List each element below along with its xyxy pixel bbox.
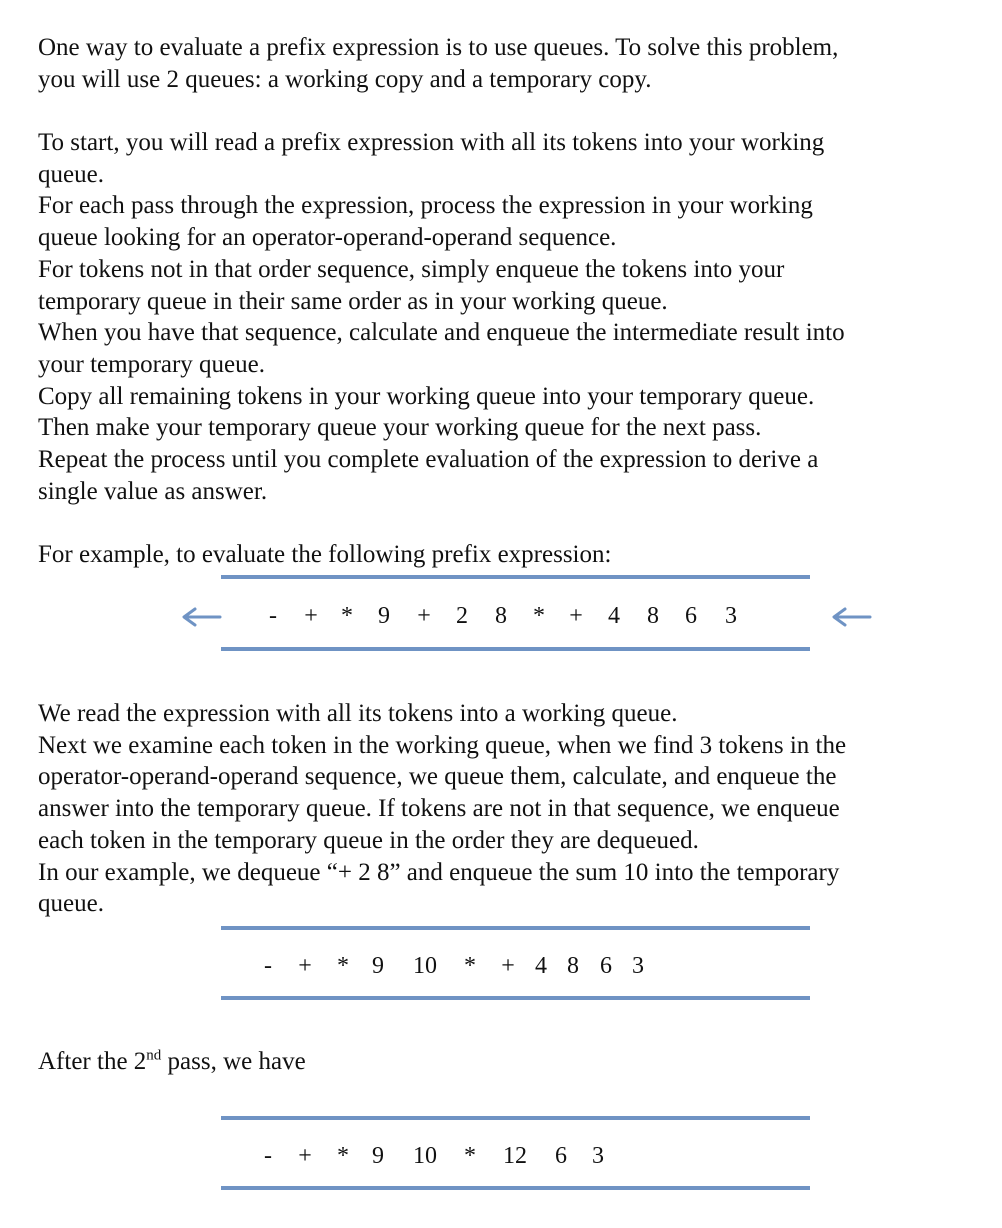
arrow-left-icon xyxy=(830,607,874,627)
queue-token: 9 xyxy=(378,603,390,629)
queue-token: + xyxy=(304,603,318,629)
steps-line: Then make your temporary queue your working queue for the next pass. xyxy=(38,414,762,442)
queue-top-line xyxy=(221,1116,810,1120)
explanation-line: In our example, we dequeue “+ 2 8” and enqueue the sum 10 into the temporary xyxy=(38,858,840,886)
queue-token: 6 xyxy=(555,1143,567,1169)
intro-line-2: you will use 2 queues: a working copy and a temporary copy. xyxy=(38,65,652,93)
queue-token: * xyxy=(337,953,349,979)
explanation-paragraph xyxy=(38,698,988,920)
queue-top-line xyxy=(221,926,810,930)
queue-token: 4 xyxy=(608,603,620,629)
queue-token: + xyxy=(298,953,312,979)
queue-token: - xyxy=(264,953,272,979)
queue-token: 3 xyxy=(592,1143,604,1169)
queue-token: * xyxy=(464,953,476,979)
queue-token: 12 xyxy=(503,1143,527,1169)
queue-token: 9 xyxy=(372,953,384,979)
explanation-line: Next we examine each token in the working queue, when we find 3 tokens in the xyxy=(38,731,847,759)
explanation-line: operator-operand-operand sequence, we queue them, calculate, and enqueue the xyxy=(38,763,837,791)
queue-token: + xyxy=(569,603,583,629)
steps-paragraph xyxy=(38,127,988,507)
steps-line: Copy all remaining tokens in your working queue into your temporary queue. xyxy=(38,382,815,410)
queue-token: * xyxy=(337,1143,349,1169)
steps-line: For tokens not in that order sequence, simply enqueue the tokens into your xyxy=(38,255,785,283)
explanation-line: answer into the temporary queue. If tokens are not in that sequence, we enqueue xyxy=(38,795,840,823)
queue-bottom-line xyxy=(221,1186,810,1190)
queue-token: - xyxy=(269,603,277,629)
queue-token: * xyxy=(341,603,353,629)
queue-bottom-line xyxy=(221,647,810,651)
steps-line: For each pass through the expression, process the expression in your working xyxy=(38,192,813,220)
second-pass-text-end: pass, we have xyxy=(161,1048,306,1075)
queue-token: 9 xyxy=(372,1143,384,1169)
queue-token: 8 xyxy=(647,603,659,629)
intro-paragraph xyxy=(38,32,988,95)
steps-line: Repeat the process until you complete evaluation of the expression to derive a xyxy=(38,446,819,474)
explanation-line: queue. xyxy=(38,890,104,918)
queue-token: 10 xyxy=(413,1143,437,1169)
queue-token: - xyxy=(264,1143,272,1169)
queue-token: 4 xyxy=(535,953,547,979)
queue-bottom-line xyxy=(221,996,810,1000)
steps-line: single value as answer. xyxy=(38,477,268,505)
queue-token: + xyxy=(417,603,431,629)
intro-line-1: One way to evaluate a prefix expression is to use queues. To solve this problem, xyxy=(38,34,839,61)
second-pass-text: After the 2 xyxy=(38,1048,147,1075)
queue-top-line xyxy=(221,575,810,579)
queue-token: 8 xyxy=(495,603,507,629)
explanation-line: We read the expression with all its tokens into a working queue. xyxy=(38,700,678,727)
arrow-left-icon xyxy=(180,607,224,627)
explanation-line: each token in the temporary queue in the order they are dequeued. xyxy=(38,826,699,854)
queue-token: 10 xyxy=(413,953,437,979)
example-intro xyxy=(38,539,988,571)
example-intro-line: For example, to evaluate the following prefix expression: xyxy=(38,541,612,568)
queue-token: * xyxy=(464,1143,476,1169)
queue-token: + xyxy=(298,1143,312,1169)
steps-line: queue. xyxy=(38,160,104,188)
steps-line: To start, you will read a prefix expression with all its tokens into your working xyxy=(38,129,825,156)
queue-token: + xyxy=(501,953,515,979)
queue-token: 6 xyxy=(685,603,697,629)
queue-token: 3 xyxy=(725,603,737,629)
queue-token: 2 xyxy=(456,603,468,629)
queue-token: 6 xyxy=(600,953,612,979)
steps-line: temporary queue in their same order as in your working queue. xyxy=(38,287,668,315)
steps-line: When you have that sequence, calculate and enqueue the intermediate result into xyxy=(38,319,845,347)
steps-line: your temporary queue. xyxy=(38,350,266,378)
ordinal-suffix: nd xyxy=(146,1047,162,1064)
queue-token: 8 xyxy=(567,953,579,979)
queue-token: * xyxy=(533,603,545,629)
second-pass-label xyxy=(38,1046,988,1078)
steps-line: queue looking for an operator-operand-operand sequence. xyxy=(38,224,617,252)
queue-token: 3 xyxy=(632,953,644,979)
